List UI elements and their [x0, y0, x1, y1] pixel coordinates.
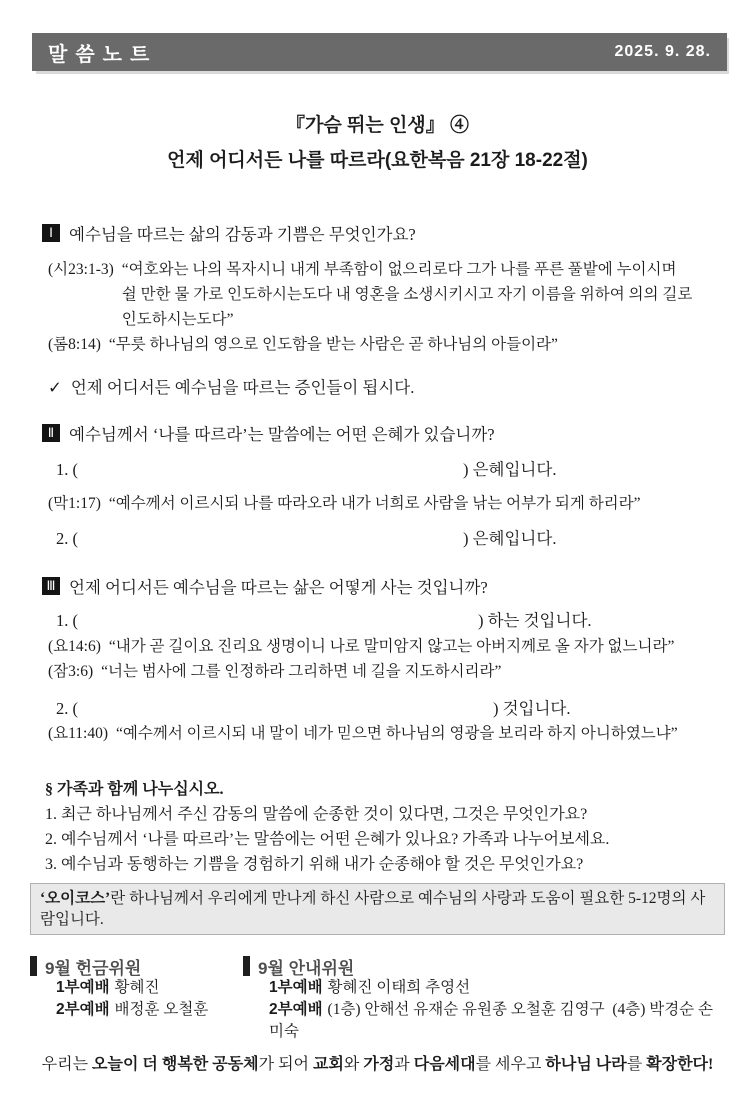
section-2-question: 예수님께서 ‘나를 따르라’는 말씀에는 어떤 은혜가 있습니까?	[69, 425, 495, 444]
member-names: 황혜진 이태희 추영선	[327, 979, 471, 996]
scripture-mark1	[30, 491, 725, 516]
family-question: 1. 최근 하나님께서 주신 감동의 말씀에 순종한 것이 있다면, 그것은 무엇인가요?	[45, 806, 588, 823]
motto-segment: 우리는	[41, 1056, 93, 1073]
motto-segment: 오늘이 더 행복한 공동체	[92, 1056, 259, 1073]
blank-close: ) 은혜입니다.	[463, 460, 557, 479]
committee-title-row	[243, 955, 725, 977]
scripture-text	[122, 257, 725, 332]
scripture-romans8	[30, 332, 725, 357]
committees	[30, 955, 725, 1043]
scripture-psalm23	[30, 257, 725, 332]
section-1-heading	[30, 221, 725, 245]
scripture-reference: (롬8:14)	[48, 336, 101, 353]
blank-close: ) 것입니다.	[493, 699, 571, 718]
oikos-note	[30, 883, 725, 935]
blank-open: 1. (	[56, 460, 78, 479]
title-bar-icon	[30, 956, 37, 976]
family-sharing-heading: § 가족과 함께 나누십시오.	[45, 781, 224, 798]
family-question: 3. 예수님과 동행하는 기쁨을 경험하기 위해 내가 순종해야 할 것은 무엇인가요?	[45, 856, 584, 873]
application-text: 언제 어디서든 예수님을 따르는 증인들이 됩시다.	[70, 378, 415, 397]
offering-committee-title: 9월 헌금위원	[45, 958, 142, 978]
document-content	[0, 114, 751, 1077]
motto-segment: 와	[343, 1056, 364, 1073]
section-3-heading	[30, 574, 725, 598]
title-bar-icon	[243, 956, 250, 976]
committee-row	[243, 999, 725, 1043]
scripture-line: “내가 곧 길이요 진리요 생명이니 나로 말미암지 않고는 아버지께로 올 자가 없느니라”	[108, 638, 675, 655]
scripture-line: “예수께서 이르시되 나를 따라오라 내가 너희로 사람을 낚는 어부가 되게 하리라”	[108, 495, 641, 512]
scripture-line: 쉴 만한 물 가로 인도하시는도다 내 영혼을 소생시키시고 자기 이름을 위하여 의의 길로	[121, 286, 693, 303]
scripture-line: “너는 범사에 그를 인정하라 그리하면 네 길을 지도하시리라”	[101, 663, 502, 680]
scripture-john11	[30, 721, 725, 746]
scripture-reference: (잠3:6)	[48, 663, 94, 680]
service-label: 1부예배	[269, 979, 323, 996]
service-label: 2부예배	[269, 1001, 323, 1018]
oikos-definition: 란 하나님께서 우리에게 만나게 하신 사람으로 예수님의 사랑과 도움이 필요한 5-12명의 사람입니다.	[40, 890, 706, 928]
oikos-term: ‘오이코스’	[40, 890, 111, 907]
section-3-question: 언제 어디서든 예수님을 따르는 삶은 어떻게 사는 것입니까?	[69, 578, 488, 597]
blank-open: 2. (	[56, 529, 78, 548]
member-names: 배정훈 오철훈	[114, 1001, 209, 1018]
member-names: 황혜진	[114, 979, 160, 996]
fill-blank-line	[30, 696, 725, 721]
blank-open: 1. (	[56, 611, 78, 630]
numeral-2-badge: Ⅱ	[42, 424, 60, 442]
fill-blank-line	[30, 608, 725, 633]
motto-segment: 가정	[363, 1056, 395, 1073]
scripture-proverbs3	[30, 659, 725, 684]
motto-segment: 교회	[312, 1056, 344, 1073]
section-2-heading	[30, 421, 725, 445]
scripture-line: “예수께서 이르시되 내 말이 네가 믿으면 하나님의 영광을 보리라 하지 아니하였느냐”	[116, 725, 678, 742]
motto-segment: 를	[626, 1056, 647, 1073]
committee-row	[30, 977, 243, 999]
blank-open: 2. (	[56, 699, 78, 718]
offering-committee	[30, 955, 243, 1043]
doc-title	[30, 114, 725, 173]
scripture-line: “무릇 하나님의 영으로 인도함을 받는 사람은 곧 하나님의 아들이라”	[108, 336, 558, 353]
member-names: (1층) 안해선 유재순 유원종 오철훈 김영구 (4층) 박경순 손미숙	[269, 1001, 714, 1040]
scripture-line: “여호와는 나의 목자시니 내게 부족함이 없으리로다 그가 나를 푸른 풀밭에 누이시며	[121, 261, 677, 278]
committee-row	[30, 999, 243, 1021]
motto-segment: 확장한다!	[646, 1056, 714, 1073]
header-title: 말씀노트	[48, 43, 158, 66]
committee-row	[243, 977, 725, 999]
blank-close: ) 하는 것입니다.	[478, 611, 592, 630]
service-label: 2부예배	[56, 1001, 110, 1018]
scripture-john14	[30, 634, 725, 659]
numeral-1-badge: Ⅰ	[42, 224, 60, 242]
scripture-line: 인도하시는도다”	[121, 311, 234, 328]
committee-title-row	[30, 955, 243, 977]
header-date: 2025. 9. 28.	[614, 43, 711, 60]
service-label: 1부예배	[56, 979, 110, 996]
fill-blank-line	[30, 526, 725, 551]
scripture-reference: (요11:40)	[48, 725, 109, 742]
motto-segment: 다음세대	[413, 1056, 476, 1073]
blank-close: ) 은혜입니다.	[463, 529, 557, 548]
family-sharing	[30, 777, 725, 877]
motto-segment: 과	[394, 1056, 414, 1073]
numeral-3-badge: Ⅲ	[42, 577, 60, 595]
motto-segment: 를 세우고	[475, 1056, 546, 1073]
family-question: 2. 예수님께서 ‘나를 따르라’는 말씀에는 어떤 은혜가 있나요? 가족과 나누어보세요.	[45, 831, 610, 848]
header-bar	[32, 33, 727, 71]
usher-committee-title: 9월 안내위원	[258, 958, 355, 978]
sermon-note-page	[0, 33, 751, 1095]
motto-segment: 하나님 나라	[545, 1056, 627, 1073]
check-icon: ✓	[48, 378, 62, 397]
scripture-reference: (시23:1-3)	[48, 261, 114, 278]
church-motto	[30, 1052, 725, 1077]
scripture-reference: (막1:17)	[48, 495, 101, 512]
motto-segment: 가 되어	[258, 1056, 313, 1073]
section-1-question: 예수님을 따르는 삶의 감동과 기쁨은 무엇인가요?	[69, 225, 416, 244]
doc-title-line2: 언제 어디서든 나를 따르라(요한복음 21장 18-22절)	[167, 150, 588, 171]
fill-blank-line	[30, 457, 725, 482]
scripture-reference: (요14:6)	[48, 638, 101, 655]
usher-committee	[243, 955, 725, 1043]
doc-title-line1: 『가슴 뛰는 인생』 ④	[286, 115, 469, 136]
application-line	[30, 375, 725, 400]
